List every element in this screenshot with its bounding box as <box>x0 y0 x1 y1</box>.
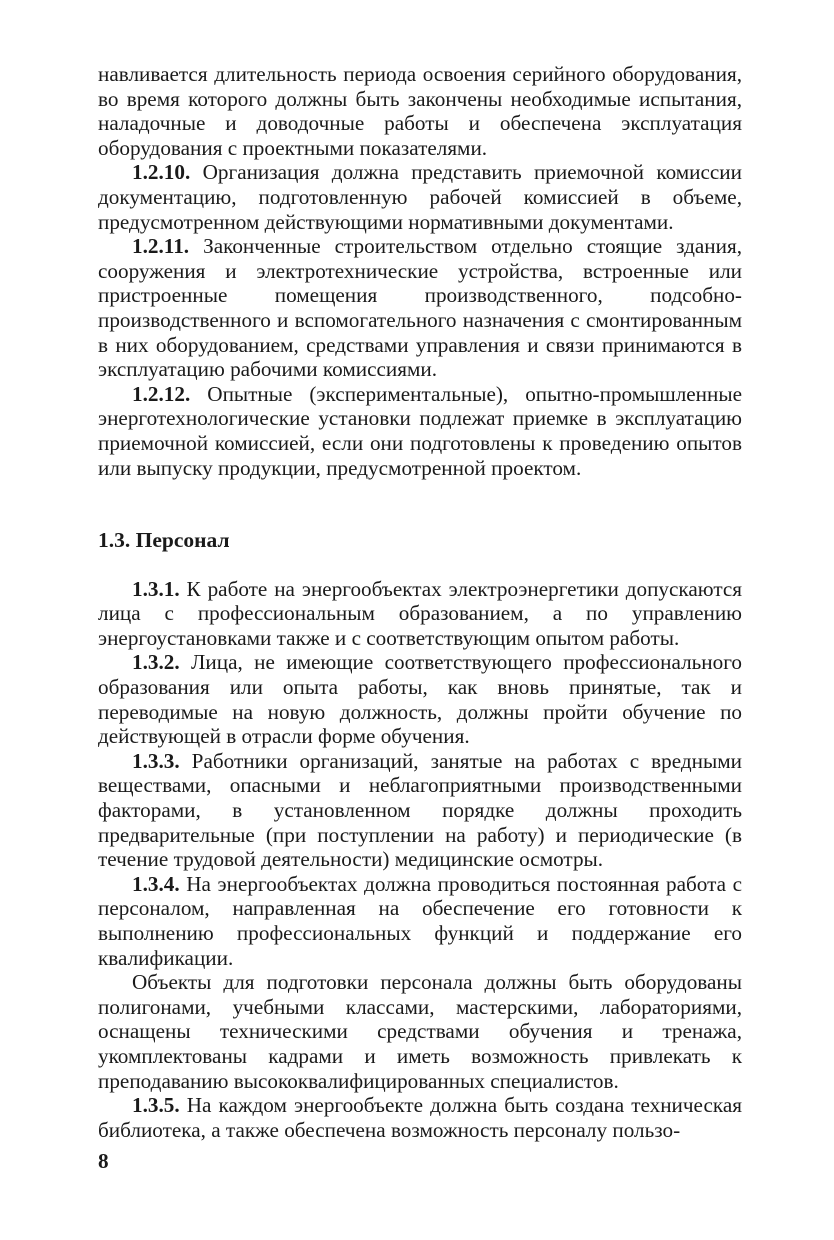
paragraph-number: 1.3.2. <box>132 650 180 675</box>
paragraph-text: На энергообъектах должна проводиться постоянная работа с персоналом, направленная на обеспечение его готовности к выполнению профессиональных функций и поддержание его квалификации. <box>98 871 742 970</box>
paragraph-1-2-12 <box>98 382 742 480</box>
paragraph-number: 1.3.5. <box>132 1093 180 1118</box>
paragraph-number: 1.3.4. <box>132 871 180 896</box>
paragraph-number: 1.3.1. <box>132 576 180 601</box>
paragraph-1-3-1 <box>98 577 742 651</box>
paragraph-text: Организация должна представить приемочной комиссии документацию, подготовленную рабочей комиссией в объеме, предусмотренном действующими нормативными документами. <box>98 160 742 234</box>
paragraph-1-3-4 <box>98 872 742 970</box>
paragraph-text: Опытные (экспериментальные), опытно-промышленные энерготехнологические установки подлежат приемке в эксплуатацию приемочной комиссией, если они подготовлены к проведению опытов или выпуску продукции, предусмотренной проектом. <box>98 381 742 480</box>
paragraph-1-3-4-continuation: Объекты для подготовки персонала должны быть оборудованы полигонами, учебными классами, мастерскими, лабораториями, оснащены техническими средствами обучения и тренажа, укомплектованы кадрами и иметь возможность привлекать к преподаванию высококвалифицированных специалистов. <box>98 970 742 1093</box>
section-heading: 1.3. Персонал <box>98 528 230 553</box>
paragraph-1-2-11 <box>98 234 742 382</box>
spacer <box>98 480 742 528</box>
paragraph-1-3-3 <box>98 749 742 872</box>
paragraph-text: Работники организаций, занятые на работах с вредными веществами, опасными и неблагоприятными производственными факторами, в установленном порядке должны проходить предварительные (при поступлении на работу) и периодические (в течение трудовой деятельности) медицинские осмотры. <box>98 748 742 872</box>
paragraph-number: 1.2.10. <box>132 160 191 185</box>
paragraph-number: 1.2.12. <box>132 381 191 406</box>
paragraph-1-2-10 <box>98 160 742 234</box>
page-body <box>98 62 742 1142</box>
paragraph-continuation: навливается длительность периода освоения серийного оборудования, во время которого должны быть закончены необходимые испытания, наладочные и доводочные работы и обеспечена эксплуатация оборудования с проектными показателями. <box>98 62 742 160</box>
paragraph-text: К работе на энергообъектах электроэнергетики допускаются лица с профессиональным образованием, а по управлению энергоустановками также и с соответствующим опытом работы. <box>98 576 742 650</box>
paragraph-text: Законченные строительством отдельно стоящие здания, сооружения и электротехнические устройства, встроенные или пристроенные помещения производственного, подсобно-производственного и вспомогательного назначения с смонтированным в них оборудованием, средствами управления и связи принимаются в эксплуатацию рабочими комиссиями. <box>98 234 742 382</box>
paragraph-1-3-2 <box>98 650 742 748</box>
spacer <box>98 553 742 577</box>
page-number: 8 <box>98 1149 109 1173</box>
paragraph-text: На каждом энергообъекте должна быть создана техническая библиотека, а также обеспечена возможность персоналу пользо- <box>98 1093 742 1142</box>
paragraph-number: 1.3.3. <box>132 748 180 773</box>
paragraph-1-3-5 <box>98 1093 742 1142</box>
paragraph-text: Лица, не имеющие соответствующего профессионального образования или опыта работы, как вновь принятые, так и переводимые на новую должность, должны пройти обучение по действующей в отрасли форме обучения. <box>98 650 742 749</box>
paragraph-number: 1.2.11. <box>132 234 190 259</box>
